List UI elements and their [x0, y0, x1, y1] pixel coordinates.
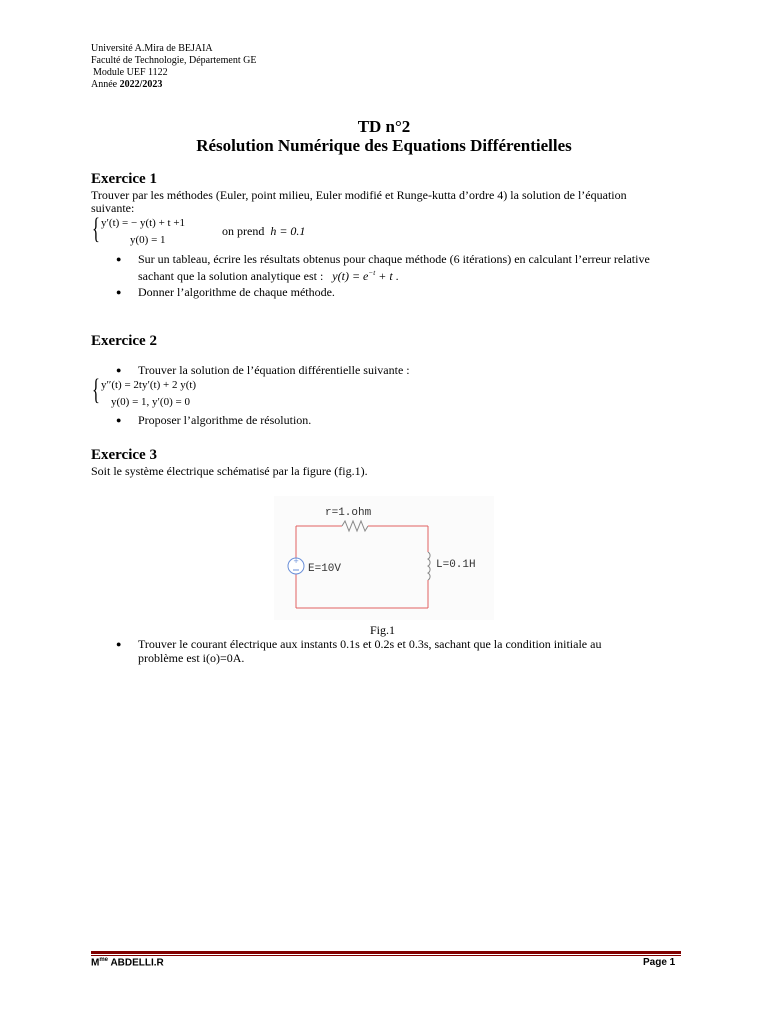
header-faculty: Faculté de Technologie, Département GE — [91, 55, 257, 66]
bullet-icon: ● — [116, 287, 122, 297]
exercise1-step — [222, 225, 305, 238]
source-label: E=10V — [308, 563, 342, 575]
exercise1-heading: Exercice 1 — [91, 171, 157, 187]
footer-author-name: ABDELLI.R — [110, 957, 164, 969]
exercise3-bullet1-line2: problème est i(o)=0A. — [138, 651, 245, 665]
exercise1-intro-line2: suivante: — [91, 201, 135, 215]
figure-caption: Fig.1 — [370, 623, 396, 637]
bullet-icon: ● — [116, 365, 122, 375]
header-year-label: Année — [91, 79, 118, 90]
exercise2-heading: Exercice 2 — [91, 333, 157, 349]
exercise2-equation-1: y′′(t) = 2ty′(t) + 2 y(t) — [101, 379, 197, 391]
exercise3-heading: Exercice 3 — [91, 447, 157, 463]
page-subtitle: Résolution Numérique des Equations Différentielles — [196, 136, 572, 155]
header-year-value: 2022/2023 — [119, 79, 163, 90]
exercise3-intro: Soit le système électrique schématisé par la figure (fig.1). — [91, 464, 368, 478]
bullet-icon: ● — [116, 415, 122, 425]
analytic-solution: $y(t) = e^{-t} + t$ — [332, 269, 393, 283]
analytic-solution-exponent: −t — [368, 269, 376, 277]
header-university: Université A.Mira de BEJAIA — [91, 43, 213, 54]
inductor-label: L=0.1H — [436, 559, 476, 571]
bullet-icon: ● — [116, 639, 122, 649]
exercise1-equation-2: y(0) = 1 — [130, 234, 166, 246]
bullet-icon: ● — [116, 254, 122, 264]
footer-rule — [91, 951, 681, 954]
header-year — [91, 79, 162, 91]
exercise1-equation-1: y′(t) = − y(t) + t +1 — [101, 217, 186, 229]
figure-background — [274, 496, 494, 620]
exercise2-system-brace: { — [92, 373, 100, 406]
footer-rule-thin — [91, 955, 681, 956]
exercise2-equation-2: y(0) = 1, y′(0) = 0 — [111, 396, 190, 408]
exercise1-bullet1-text: sachant que la solution analytique est : — [138, 269, 324, 283]
page-title: TD n°2 — [357, 117, 411, 136]
footer-author — [91, 957, 164, 968]
exercise3-bullet1-line1: Trouver le courant électrique aux instants 0.1s et 0.2s et 0.3s, sachant que la condition initiale au — [138, 637, 602, 651]
exercise1-bullet2: Donner l’algorithme de chaque méthode. — [138, 285, 335, 299]
exercise1-step-value: h = 0.1 — [270, 224, 306, 238]
voltage-source-plus-icon: + — [293, 557, 299, 565]
exercise1-step-label: on prend — [222, 224, 265, 238]
exercise2-bullet2: Proposer l’algorithme de résolution. — [138, 413, 312, 427]
exercise2-bullet1: Trouver la solution de l’équation différentielle suivante : — [138, 363, 410, 377]
analytic-solution-tail: + t — [378, 269, 393, 283]
exercise1-bullet1-line2: sachant que la solution analytique est : $y(t) = e^{-t} + t$ . — [138, 269, 399, 283]
resistor-label: r=1.ohm — [325, 507, 372, 519]
footer-author-sup: me — [99, 957, 109, 963]
exercise1-intro-line1: Trouver par les méthodes (Euler, point milieu, Euler modifié et Runge-kutta d’ordre 4) la solution de l’équation — [91, 188, 627, 202]
exercise1-bullet1-line1: Sur un tableau, écrire les résultats obtenus pour chaque méthode (6 itérations) en calculant l’erreur relative — [138, 252, 650, 266]
footer-page-number: Page 1 — [643, 957, 676, 968]
header-module: Module UEF 1122 — [93, 67, 168, 78]
footer-author-prefix: M — [91, 957, 100, 969]
exercise1-system-brace: { — [92, 212, 100, 245]
circuit-figure — [274, 496, 494, 620]
